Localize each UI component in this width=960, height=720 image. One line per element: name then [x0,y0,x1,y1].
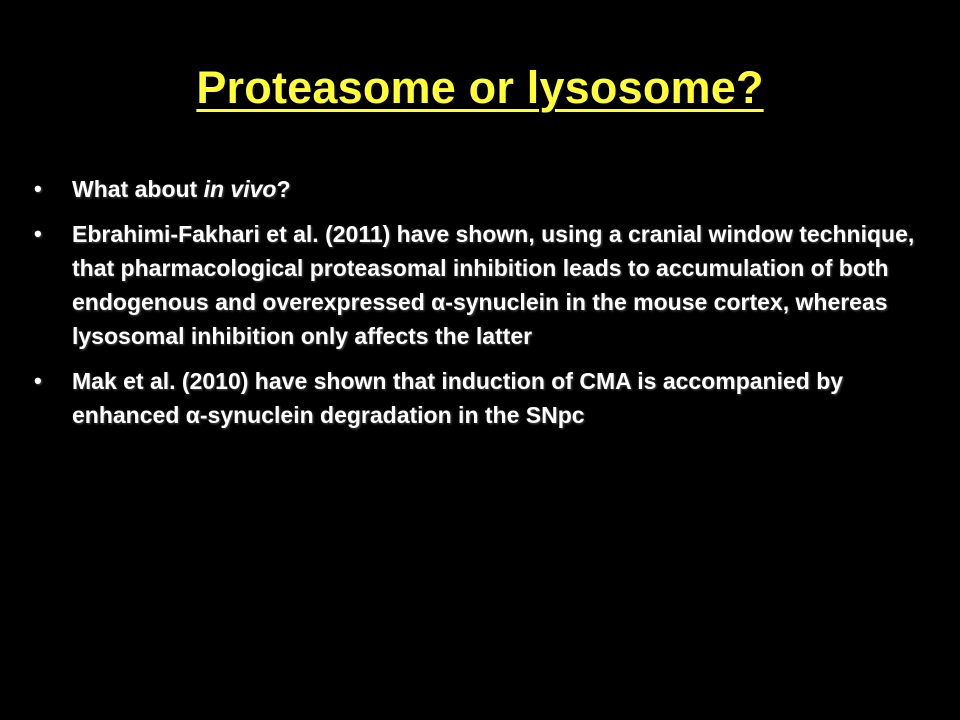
slide-title: Proteasome or lysosome? [196,62,764,113]
bullet-text: Mak et al. (2010) have shown that induction of CMA is accompanied by enhanced α-synuclein degradation in the SNpc [72,368,844,428]
bullet-item [34,364,934,432]
bullet-list [34,172,934,443]
bullet-dot-icon: • [34,221,42,246]
bullet-item [34,217,934,353]
bullet-text-after: ? [276,176,291,202]
bullet-text-italic: in vivo [203,176,277,202]
bullet-text-before: What about [72,176,204,202]
bullet-item [34,172,934,206]
bullet-dot-icon: • [34,368,42,393]
bullet-text: Ebrahimi-Fakhari et al. (2011) have shown, using a cranial window technique, that pharmacological proteasomal inhibition leads to accumulation of both endogenous and overexpressed α-synuclein in the mouse cortex, whereas lysosomal inhibition only affects the latter [72,221,915,349]
bullet-dot-icon: • [34,176,42,201]
